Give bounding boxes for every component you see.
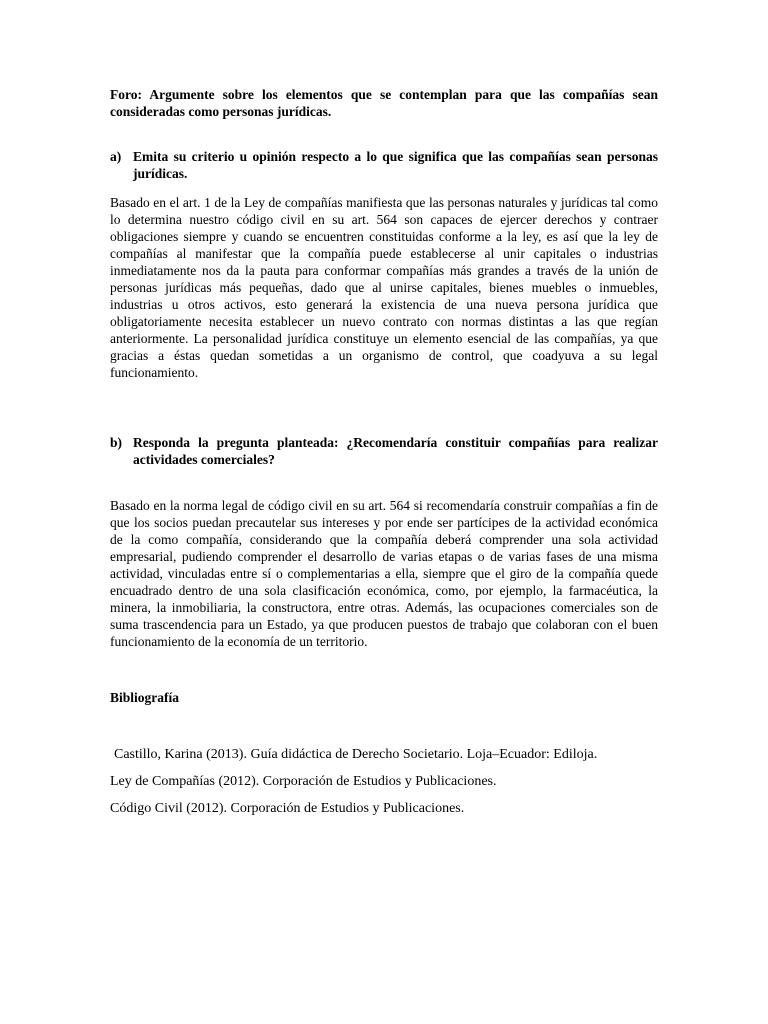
bibliography-reference: Ley de Compañías (2012). Corporación de Estudios y Publicaciones. [110,774,497,789]
question-b-marker: b) [110,435,123,450]
question-a-marker: a) [110,149,122,164]
question-a-text: Emita su criterio u opinión respecto a lo que significa que las compañías sean personas jurídicas. [133,149,658,181]
question-b-text: Responda la pregunta planteada: ¿Recomendaría constituir compañías para realizar actividades comerciales? [133,435,658,467]
bibliography-reference: Castillo, Karina (2013). Guía didáctica de Derecho Societario. Loja–Ecuador: Ediloja. [114,747,598,762]
forum-title: Foro: Argumente sobre los elementos que se contemplan para que las compañías sean consideradas como personas jurídicas. [110,87,658,119]
answer-b-paragraph: Basado en la norma legal de código civil en su art. 564 si recomendaría construir compañías a fin de que los socios puedan precautelar sus intereses y por ende ser partícipes de la actividad económica de la como compañía, considerando que la compañía deberá comprender una sola actividad empresarial, pudiendo comprender el desarrollo de varias etapas o de varias fases de una misma actividad, vinculadas entre sí o complementarias a ella, siempre que el giro de la compañía quede encuadrado dentro de una sola clasificación económica, como, por ejemplo, la farmacéutica, la minera, la inmobiliaria, la constructora, entre otras. Además, las ocupaciones comerciales son de suma trascendencia para un Estado, ya que producen puestos de trabajo que colaboran con el buen funcionamiento de la economía de un territorio. [110,498,658,649]
answer-a-paragraph: Basado en el art. 1 de la Ley de compañías manifiesta que las personas naturales y jurídicas tal como lo determina nuestro código civil en su art. 564 son capaces de ejercer derechos y contraer obligaciones siempre y cuando se encuentren constituidas conforme a la ley, es así que la ley de compañías al manifestar que la compañía puede establecerse al unir capitales o industrias inmediatamente nos da la pauta para conformar compañías más grandes a través de la unión de personas jurídicas más pequeñas, dado que al unirse capitales, bienes muebles o inmuebles, industrias u otros activos, esto generará la existencia de una nueva persona jurídica que obligatoriamente necesita establecer un nuevo contrato con normas distintas a las que regían anteriormente. La personalidad jurídica constituye un elemento esencial de las compañías, ya que gracias a éstas quedan sometidas a un organismo de control, que coadyuva a su legal funcionamiento. [110,195,658,380]
question-b [110,434,658,468]
bibliography-heading: Bibliografía [110,690,180,705]
bibliography-reference: Código Civil (2012). Corporación de Estudios y Publicaciones. [110,801,465,816]
question-a [110,148,658,182]
